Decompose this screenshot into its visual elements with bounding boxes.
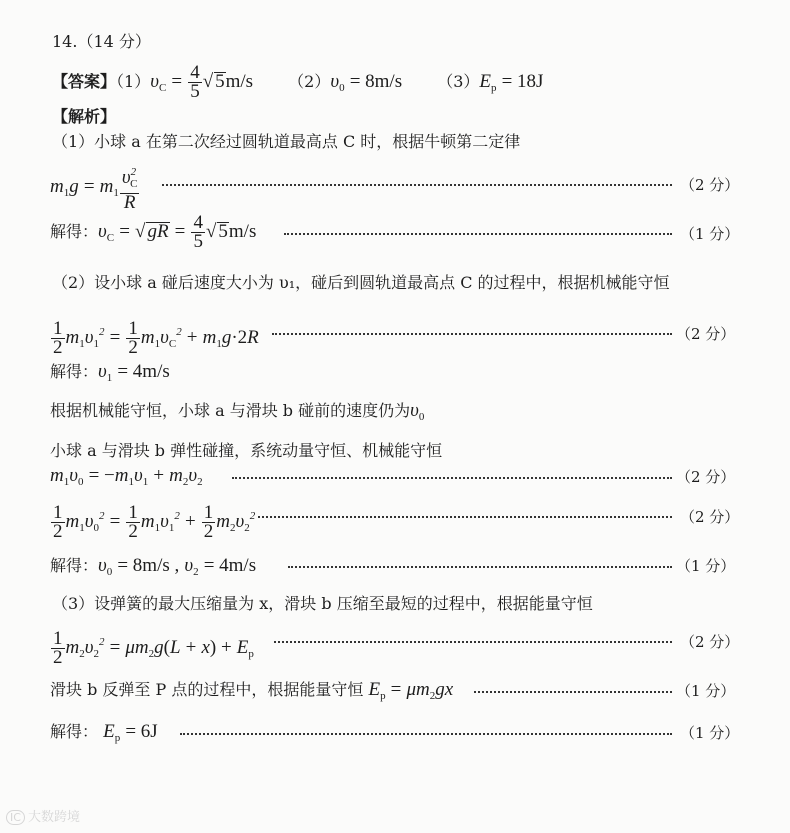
score-3: （2 分） [676, 325, 736, 343]
question-title: 14.（14 分） [52, 32, 151, 51]
equation-kinetic: $\frac{1}{2}$ $m_1\upsilon_0^2$ = $\frac{1}{2}$ $m_1\upsilon_1^2$ + $\frac{1}{2}$ $m_2\upsilon_2^2$ [53, 502, 256, 542]
answer-line: 【答案】$(1)\upsilon_C$ = $\frac{4}{5}$ √ 5m/s $(2)\upsilon_0 = 8m/s$ $(3)E_p = 18J$ [52, 62, 544, 102]
score-9: （1 分） [680, 724, 740, 742]
dot-leader [162, 184, 672, 186]
score-1: （2 分） [680, 176, 740, 194]
dot-leader [180, 733, 672, 735]
equation-momentum: $m_1\upsilon_0 = -m_1\upsilon_1 + m_2\upsilon_2$ [50, 465, 203, 488]
watermark [6, 806, 80, 825]
dot-leader [474, 691, 672, 693]
part-2-intro: （2）设小球 a 碰后速度大小为 υ₁，碰后到圆轨道最高点 C 的过程中，根据机械能守恒 [52, 273, 670, 292]
dot-leader [232, 477, 672, 479]
equation-newton: $m_1g = m_1$ $\frac{\upsilon^2_C}{R}$ [50, 163, 140, 207]
solve-label: 解得： [50, 362, 99, 381]
solution-ep: 解得： $E_p = 6J$ [50, 721, 158, 744]
score-5: （2 分） [680, 508, 740, 526]
part-1-intro: （1）小球 a 在第二次经过圆轨道最高点 C 时，根据牛顿第二定律 [52, 132, 521, 151]
rebound-line: 滑块 b 反弹至 P 点的过程中，根据能量守恒 $E_p = \mu m_2gx$ [50, 679, 454, 702]
solve-label: 解得： [50, 556, 99, 575]
dot-leader [272, 333, 672, 335]
logo-icon: IC [6, 810, 25, 825]
answer-2-number: （2） [288, 72, 331, 91]
answer-label: 【答案】 [52, 72, 117, 91]
solution-vc: 解得：$\upsilon_C$ = √ gR = $\frac{4}{5}$ √ 5m/s [50, 212, 257, 252]
score-2: （1 分） [680, 225, 740, 243]
watermark-text: 大数跨境 [27, 810, 80, 825]
dot-leader [274, 641, 672, 643]
analysis-label: 【解析】 [52, 107, 117, 126]
dot-leader [288, 566, 672, 568]
equation-energy-1: $\frac{1}{2}$ $m_1\upsilon_1^2$ = $\frac{1}{2}$ $m_1\upsilon_C^2 + m_1g\cdot 2R$ [53, 318, 259, 358]
score-7: （2 分） [680, 633, 740, 651]
solve-label: 解得： [50, 722, 99, 741]
part-3-intro: （3）设弹簧的最大压缩量为 x，滑块 b 压缩至最短的过程中，根据能量守恒 [52, 594, 593, 613]
dot-leader [258, 516, 672, 518]
answer-1-number: （1） [116, 72, 151, 91]
solution-v1: 解得：$\upsilon_1 = 4m/s$ [50, 361, 170, 384]
solve-label: 解得： [50, 222, 99, 241]
dot-leader [284, 233, 672, 235]
score-6: （1 分） [676, 557, 736, 575]
rebound-text: 滑块 b 反弹至 P 点的过程中，根据能量守恒 [50, 680, 364, 699]
collision-intro: 小球 a 与滑块 b 弹性碰撞，系统动量守恒、机械能守恒 [50, 441, 443, 460]
mech-energy-text: 根据机械能守恒，小球 a 与滑块 b 碰前的速度仍为 [50, 401, 411, 420]
score-4: （2 分） [676, 468, 736, 486]
equation-spring: $\frac{1}{2}$ $m_2\upsilon_2^2 = \mu m_2g(L + x) + E_p$ [53, 628, 254, 668]
answer-3-number: （3） [437, 72, 480, 91]
solution-v0-v2: 解得：$\upsilon_0 = 8m/s$ , $\upsilon_2 = 4m/s$ [50, 555, 257, 578]
mech-energy-line: 根据机械能守恒，小球 a 与滑块 b 碰前的速度仍为$\upsilon_0$ [50, 400, 425, 423]
score-8: （1 分） [676, 682, 736, 700]
